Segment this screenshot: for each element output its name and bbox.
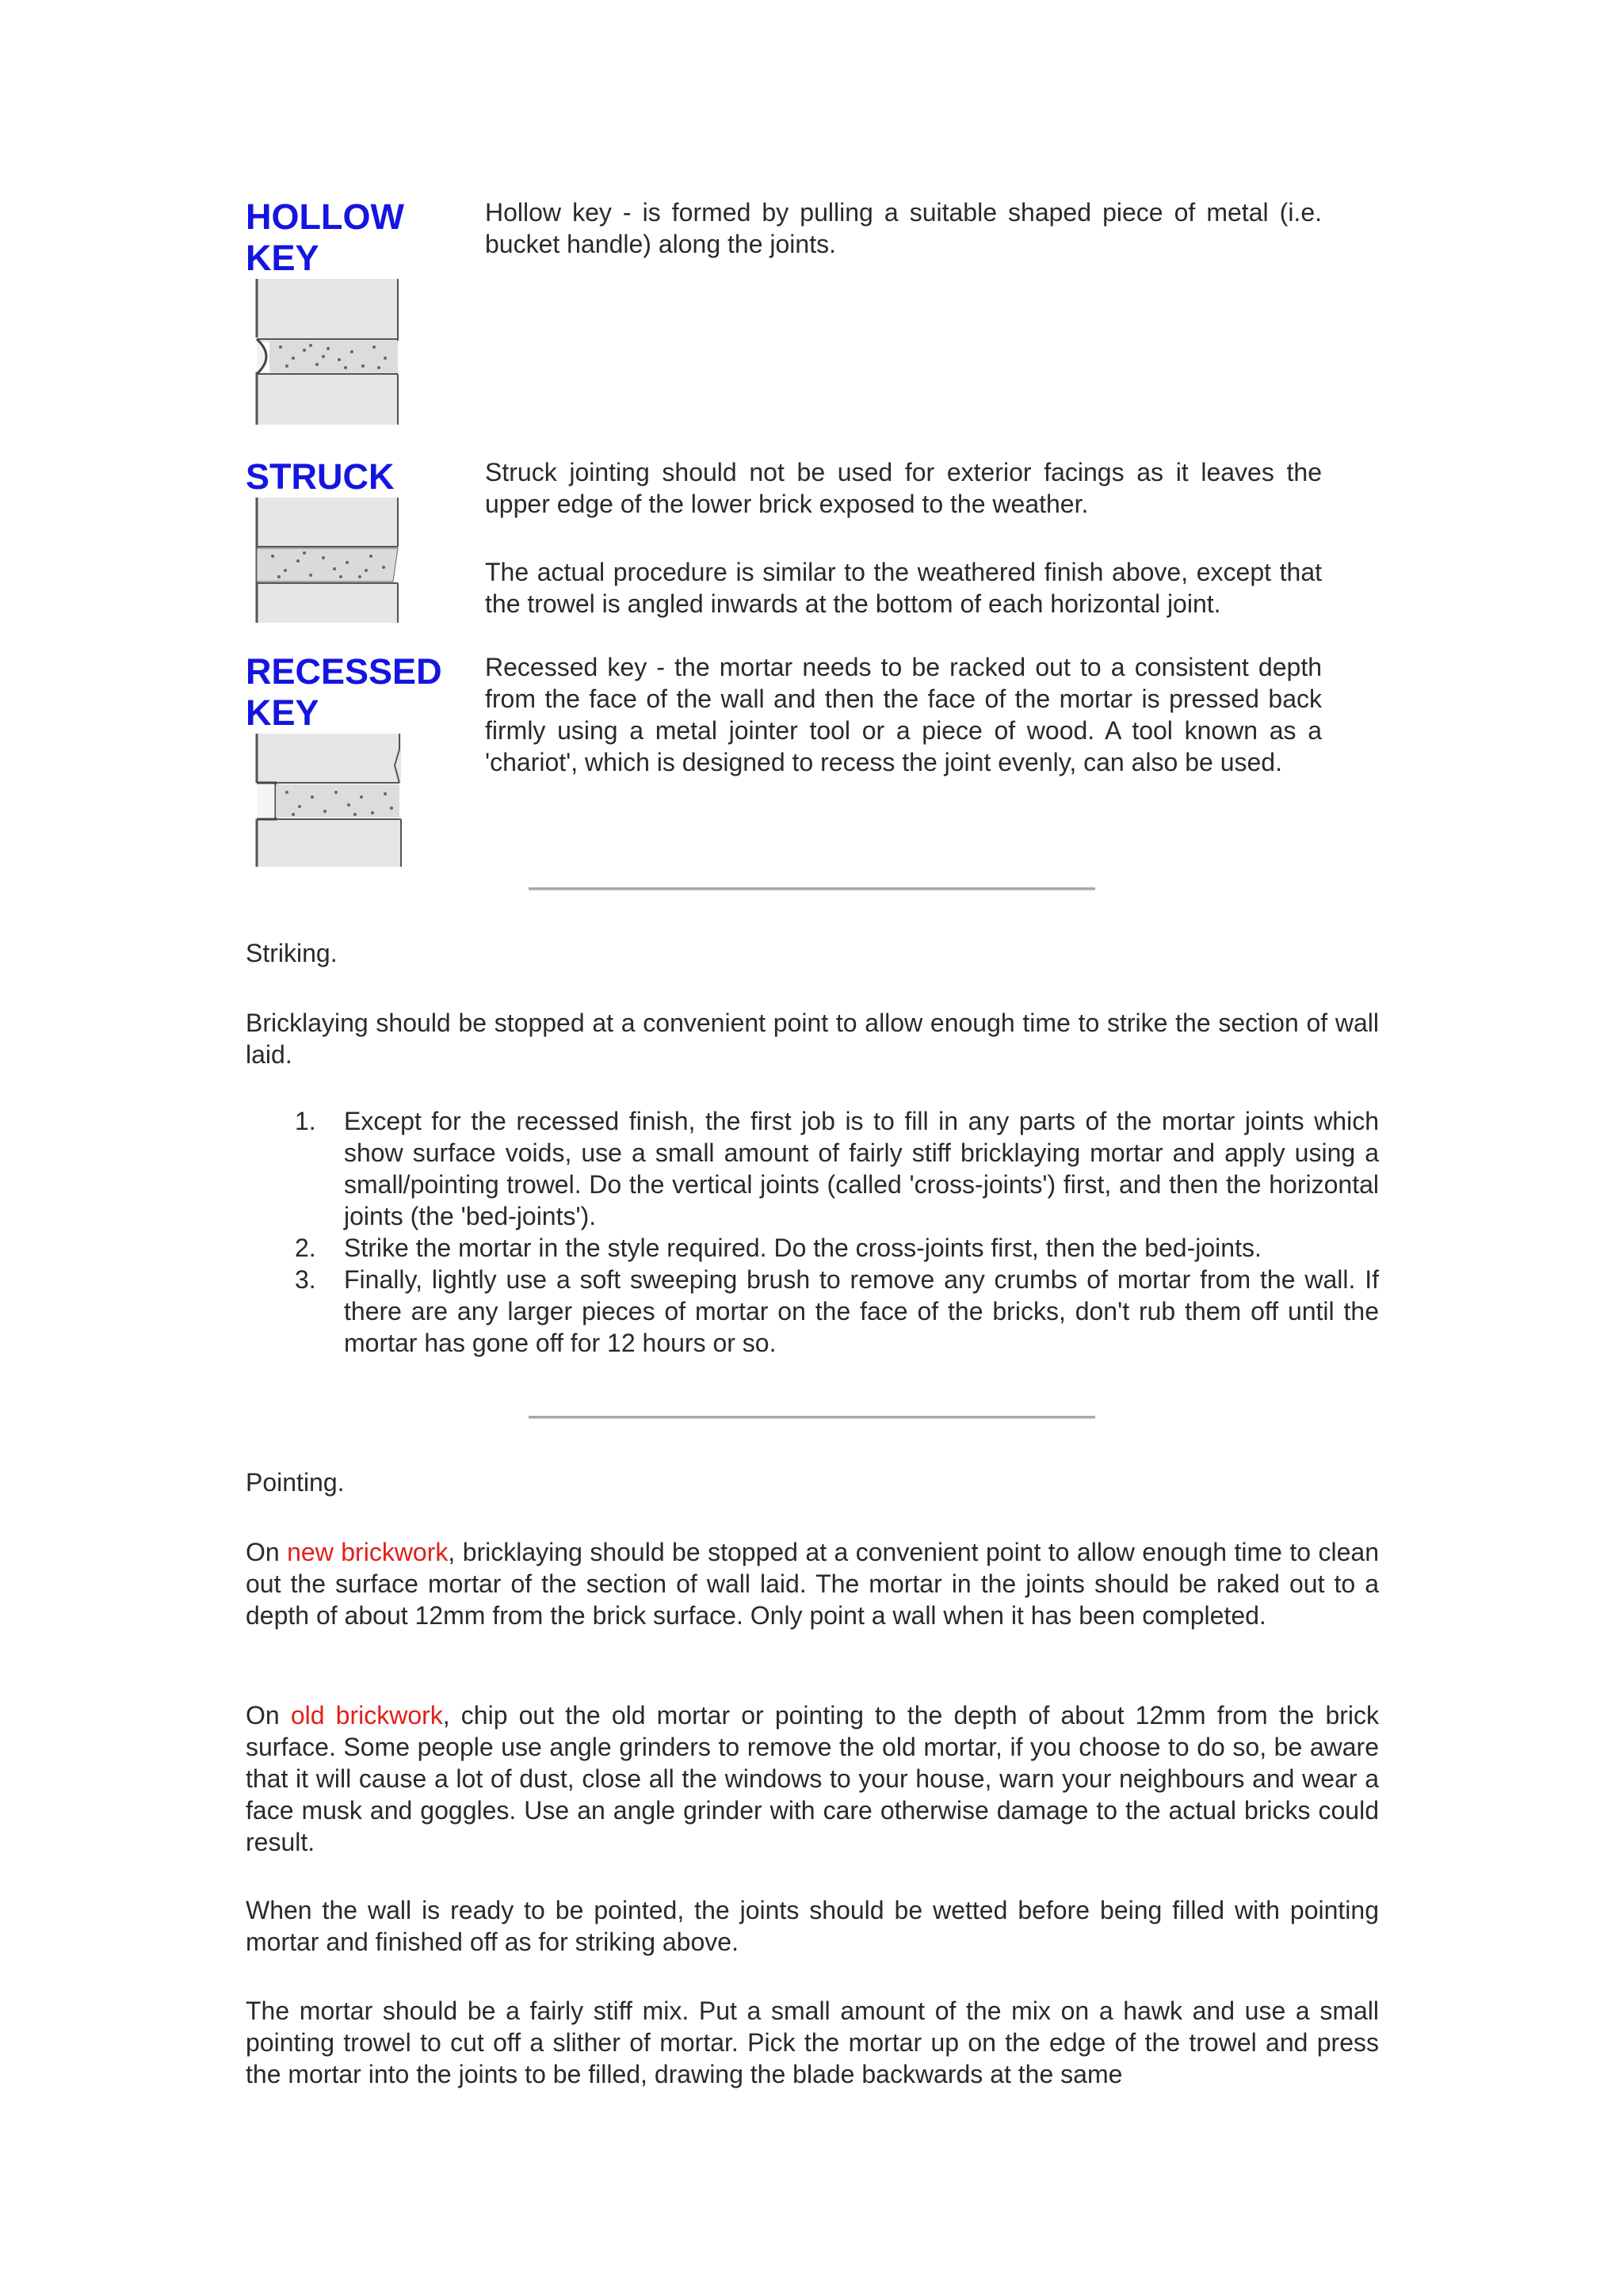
- step-number: 3.: [295, 1265, 316, 1294]
- list-item: [246, 1264, 1379, 1359]
- hollow-key-title: [246, 196, 404, 279]
- old-brickwork-text: , chip out the old mortar or pointing to the depth of about 12mm from the brick surface. Some people use angle grinders to remove the old mortar, if you choose to do so, be aware that it will cause a lot of dust, close all the windows to your house, warn your neighbours and wear a face musk and goggles. Use an angle grinder with care otherwise damage to the actual bricks could result.: [246, 1701, 1379, 1856]
- struck-title-line1: STRUCK: [246, 456, 395, 497]
- pointing-heading: Pointing.: [246, 1468, 345, 1497]
- old-brickwork-prefix: On: [246, 1701, 291, 1730]
- step-text: Finally, lightly use a soft sweeping brush to remove any crumbs of mortar from the wall. If there are any larger pieces of mortar on the face of the bricks, don't rub them off until the mortar has gone off for 12 hours or so.: [344, 1265, 1379, 1357]
- struck-description-2: The actual procedure is similar to the weathered finish above, except that the trowel is angled inwards at the bottom of each horizontal joint.: [485, 558, 1322, 618]
- striking-heading: Striking.: [246, 939, 338, 967]
- old-brickwork-paragraph: [246, 1699, 1379, 1858]
- step-text: Except for the recessed finish, the first job is to fill in any parts of the mortar joints which show surface voids, use a small amount of fairly stiff bricklaying mortar and apply using a small/pointing trowel. Do the vertical joints (called 'cross-joints') first, and then the horizontal joints (the 'bed-joints').: [344, 1107, 1379, 1230]
- recessed-key-title: [246, 651, 442, 734]
- recessed-key-description: Recessed key - the mortar needs to be racked out to a consistent depth from the face of the wall and then the face of the mortar is pressed back firmly using a metal jointer tool or a piece of wood. A tool known as a 'chariot', which is designed to recess the joint evenly, can also be used.: [485, 653, 1322, 776]
- striking-intro: Bricklaying should be stopped at a convenient point to allow enough time to strike the section of wall laid.: [246, 1009, 1379, 1069]
- striking-steps-list: [246, 1105, 1379, 1359]
- new-brickwork-paragraph: [246, 1536, 1379, 1631]
- list-item: [246, 1105, 1379, 1232]
- struck-joint-illustration: [252, 498, 403, 623]
- wetting-paragraph: When the wall is ready to be pointed, the joints should be wetted before being filled with pointing mortar and finished off as for striking above.: [246, 1896, 1379, 1956]
- recessed-key-title-line1: RECESSED: [246, 651, 442, 692]
- new-brickwork-prefix: On: [246, 1538, 288, 1566]
- step-number: 1.: [295, 1107, 316, 1135]
- hollow-key-joint-illustration: [252, 279, 403, 425]
- mortar-mix-paragraph: The mortar should be a fairly stiff mix. Put a small amount of the mix on a hawk and use a small pointing trowel to cut off a slither of mortar. Pick the mortar up on the edge of the trowel and press the mortar into the joints to be filled, drawing the blade backwards at the same: [246, 1997, 1379, 2088]
- new-brickwork-link[interactable]: new brickwork: [287, 1538, 449, 1566]
- hollow-key-title-line2: KEY: [246, 238, 319, 278]
- step-number: 2.: [295, 1234, 316, 1262]
- section-divider: [529, 887, 1095, 891]
- hollow-key-title-line1: HOLLOW: [246, 196, 404, 237]
- step-text: Strike the mortar in the style required. Do the cross-joints first, then the bed-joints.: [344, 1234, 1262, 1262]
- struck-description-1: Struck jointing should not be used for exterior facings as it leaves the upper edge of the lower brick exposed to the weather.: [485, 458, 1322, 518]
- struck-title: [246, 456, 395, 498]
- old-brickwork-link[interactable]: old brickwork: [290, 1701, 443, 1730]
- recessed-key-title-line2: KEY: [246, 692, 319, 733]
- recessed-key-joint-illustration: [252, 734, 406, 867]
- hollow-key-description: Hollow key - is formed by pulling a suitable shaped piece of metal (i.e. bucket handle) along the joints.: [485, 198, 1322, 258]
- section-divider: [529, 1416, 1095, 1419]
- list-item: [246, 1232, 1379, 1264]
- new-brickwork-text: , bricklaying should be stopped at a convenient point to allow enough time to clean out the surface mortar of the section of wall laid. The mortar in the joints should be raked out to a depth of about 12mm from the brick surface. Only point a wall when it has been completed.: [246, 1538, 1380, 1630]
